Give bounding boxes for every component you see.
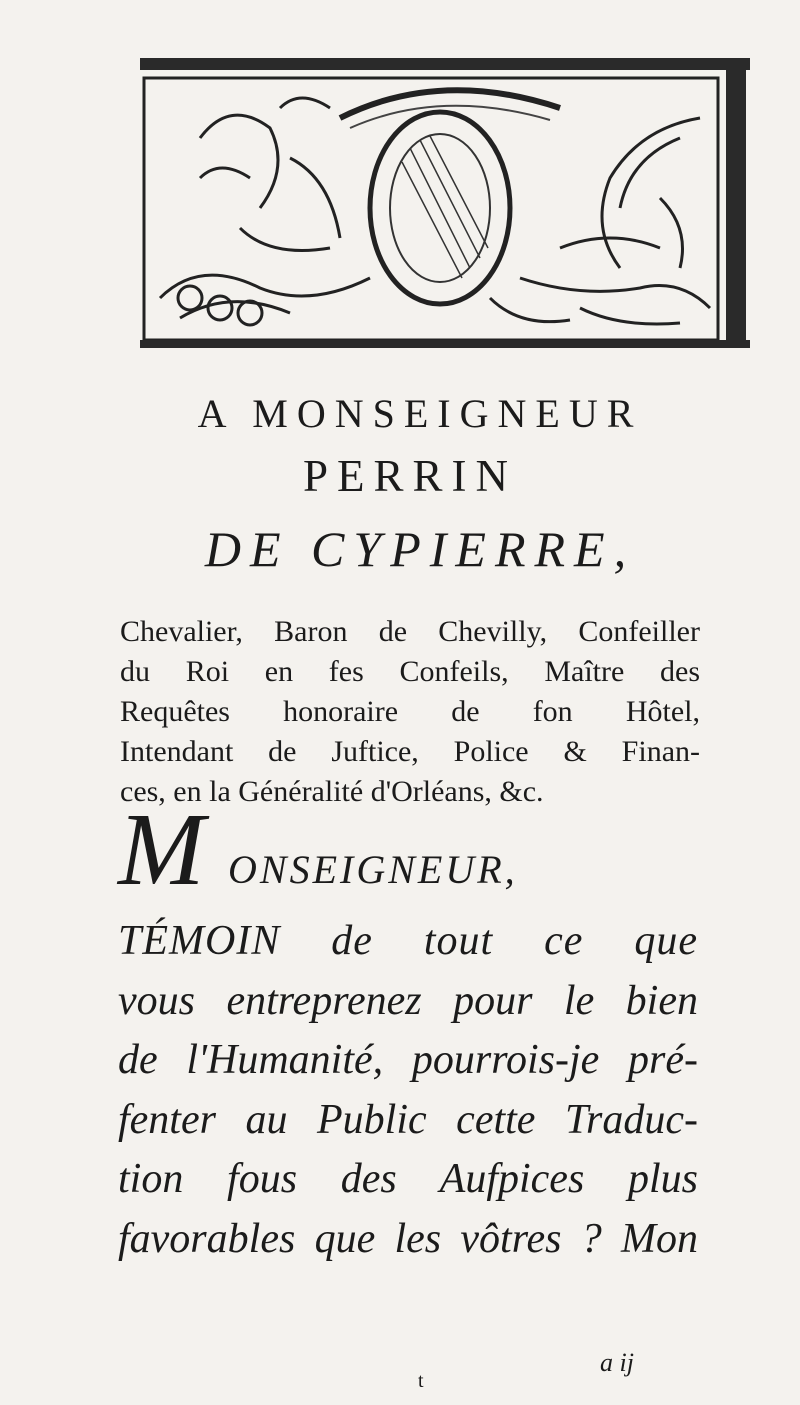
- signature-mark: a ij: [600, 1348, 634, 1377]
- dedicatee-titles: [120, 612, 700, 812]
- body-line: fenter au Public cette Traduc-: [118, 1096, 698, 1143]
- body-line: favorables que les vôtres ? Mon: [118, 1215, 698, 1262]
- titles-line: Chevalier, Baron de Chevilly, Confeiller: [120, 615, 700, 648]
- titles-line: ces, en la Généralité d'Orléans, &c.: [120, 775, 544, 808]
- printer-mark: t: [418, 1370, 424, 1392]
- body-line: TÉMOIN de tout ce que: [118, 918, 698, 964]
- salutation: [118, 792, 718, 910]
- dedication-body: [118, 912, 698, 1269]
- heading-line-3: DE CYPIERRE,: [204, 521, 636, 577]
- salutation-rest: ONSEIGNEUR,: [228, 847, 518, 892]
- body-line: vous entreprenez pour le bien: [118, 977, 698, 1024]
- heading-line-1: A MONSEIGNEUR: [197, 391, 643, 436]
- decorated-initial: M: [118, 792, 205, 907]
- body-line: tion fous des Aufpices plus: [118, 1156, 698, 1202]
- body-line: de l'Humanité, pourrois-je pré-: [118, 1037, 698, 1083]
- titles-line: Requêtes honoraire de fon Hôtel,: [120, 695, 700, 728]
- titles-line: du Roi en fes Confeils, Maître des: [120, 655, 700, 688]
- ornamental-headpiece: [140, 58, 750, 350]
- titles-line: Intendant de Juftice, Police & Finan-: [120, 735, 700, 768]
- heading-line-2: PERRIN: [302, 451, 518, 501]
